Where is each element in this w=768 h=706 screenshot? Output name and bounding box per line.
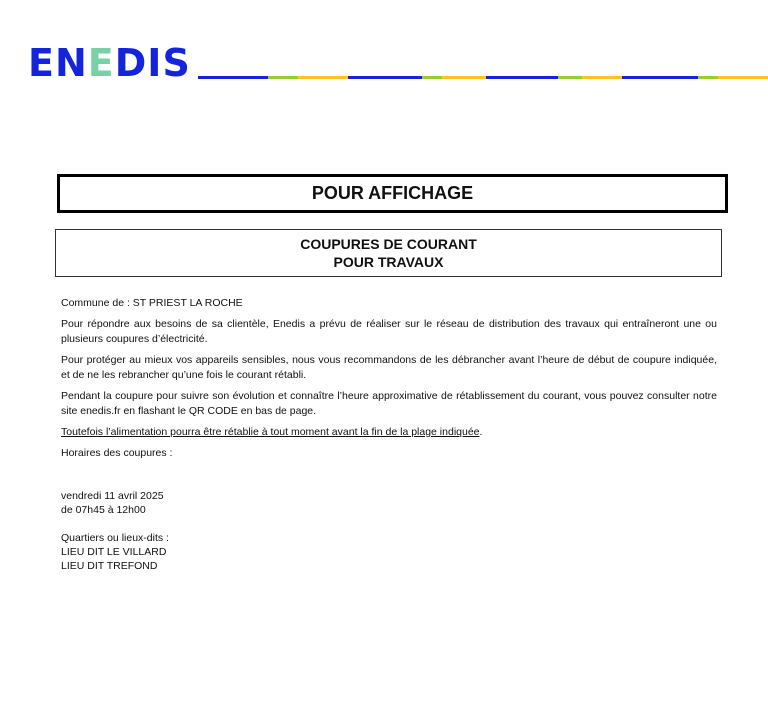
logo-letter: E [28,41,55,85]
rule-segment [198,76,268,79]
paragraph-3: Pendant la coupure pour suivre son évolution et connaître l’heure approximative de rétablissement du courant, vous pouvez consulter notre site enedis.fr en flashant le QR CODE en bas de page. [61,390,717,417]
logo-letter: I [147,41,163,85]
rule-segment [422,76,442,79]
subtitle-line-2: POUR TRAVAUX [333,254,444,270]
paragraph-1: Pour répondre aux besoins de sa clientèle, Enedis a prévu de réaliser sur le réseau de distribution des travaux qui entraîneront une ou plusieurs coupures d’électricité. [61,318,717,345]
rule-segment [362,76,422,79]
rule-segment [640,76,698,79]
paragraph-2: Pour protéger au mieux vos appareils sensibles, nous vous recommandons de les débrancher avant l’heure de début de coupure indiquée, et de ne les rebrancher qu’une fois le courant rétabli. [61,354,717,381]
outage-date: vendredi 11 avril 2025 [61,490,164,502]
rule-segment [582,76,622,79]
rule-segment [558,76,582,79]
underlined-note: Toutefois l’alimentation pourra être rétablie à tout moment avant la fin de la plage indiquée [61,426,480,438]
logo-letter: D [114,41,148,85]
place-item: LIEU DIT LE VILLARD [61,546,167,558]
enedis-logo [28,41,191,85]
commune-line: Commune de : ST PRIEST LA ROCHE [61,297,243,309]
horaires-label: Horaires des coupures : [61,447,173,459]
notice-body [61,296,717,573]
rule-segment [622,76,640,79]
header-rule [198,76,768,79]
logo-text [28,41,191,85]
rule-segment [502,76,558,79]
places-block [61,531,717,573]
rule-segment [298,76,348,79]
logo-letter: E [87,41,115,85]
rule-segment [348,76,362,79]
subtitle-line-1: COUPURES DE COURANT [300,236,477,252]
quartiers-label: Quartiers ou lieux-dits : [61,532,169,544]
place-item: LIEU DIT TREFOND [61,560,158,572]
rule-segment [718,76,768,79]
schedule-block [61,489,717,517]
note-period: . [479,426,483,438]
outage-time: de 07h45 à 12h00 [61,504,146,516]
rule-segment [442,76,486,79]
logo-letter: N [54,41,88,85]
rule-segment [486,76,502,79]
title-box [57,174,728,213]
logo-letter: S [162,41,191,85]
page-title: POUR AFFICHAGE [311,183,474,203]
subtitle-box [55,229,722,277]
rule-segment [268,76,298,79]
rule-segment [698,76,718,79]
paragraph-4 [61,425,717,440]
